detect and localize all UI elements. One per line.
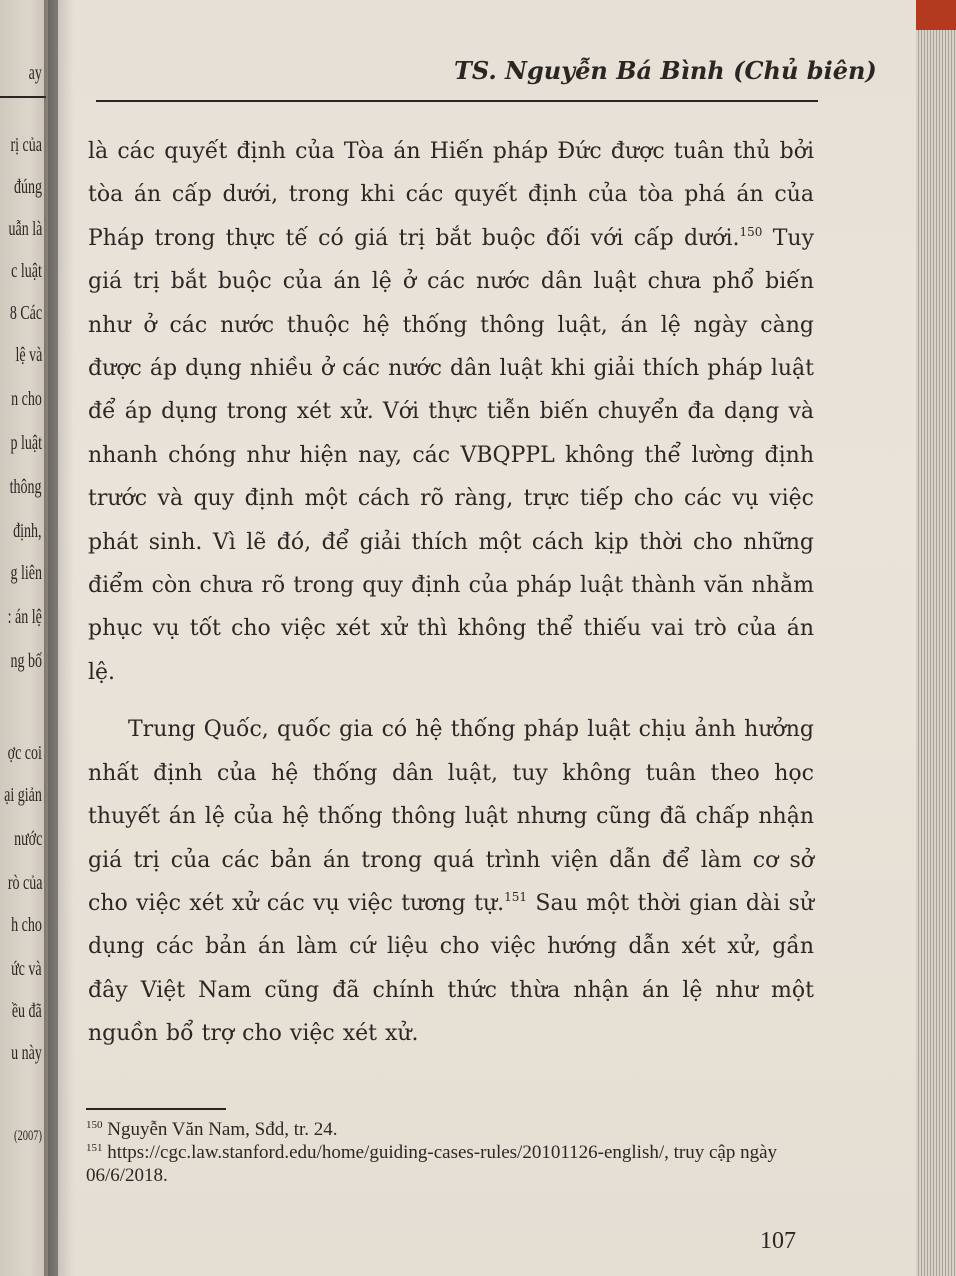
body-text [88,130,814,1056]
left-fragment: ều đã [12,1000,42,1022]
paragraph [88,130,814,694]
left-fragment: ợc coi [7,742,42,764]
paragraph-text: Tuy giá trị bắt buộc của án lệ ở các nước dân luật chưa phổ biến như ở các nước thuộc hệ thống thông luật, án lệ ngày càng được áp dụng nhiều ở các nước dân luật khi giải thích pháp luật để áp dụng trong xét xử. Với thực tiễn biến chuyển đa dạng và nhanh chóng như hiện nay, các VBQPPL không thể lường định trước và quy định một cách rõ ràng, trực tiếp cho các vụ việc phát sinh. Vì lẽ đó, để giải thích một cách kịp thời cho những điểm còn chưa rõ trong quy định của pháp luật thành văn nhằm phục vụ tốt cho việc xét xử thì không thể thiếu vai trò của án lệ. [88,225,814,685]
left-fragment: (2007) [14,1128,42,1144]
left-fragment: lệ và [15,344,42,366]
left-fragment: g liên [10,562,42,584]
left-fragment: ng bố [10,650,42,672]
page-edges [916,0,956,1276]
page-number: 107 [760,1228,796,1254]
footnote-number: 150 [86,1119,103,1131]
left-fragment: định, [13,520,42,542]
paragraph-text: Trung Quốc, quốc gia có hệ thống pháp luật chịu ảnh hưởng nhất định của hệ thống dân luật, tuy không tuân theo học thuyết án lệ của hệ thống thông luật nhưng cũng đã chấp nhận giá trị của các bản án trong quá trình viện dẫn để làm cơ sở cho việc xét xử các vụ việc tương tự. [88,717,814,916]
left-fragment: p luật [10,432,42,454]
footnote-number: 151 [86,1142,103,1154]
footnote [86,1141,806,1187]
left-page-edge [0,0,48,1276]
left-fragment: n cho [11,388,42,410]
paragraph-text: Sau một thời gian dài sử dụng các bản án làm cứ liệu cho việc hướng dẫn xét xử, gần đây Việt Nam cũng đã chính thức thừa nhận án lệ như một nguồn bổ trợ cho việc xét xử. [88,890,814,1047]
footnote-text: Nguyễn Văn Nam, Sđd, tr. 24. [102,1119,338,1140]
left-header-rule [0,96,46,98]
running-head: TS. Nguyễn Bá Bình (Chủ biên) [454,56,877,85]
left-fragment: ại giản [4,784,42,806]
footnote-rule [86,1108,226,1110]
left-fragment: ay [28,62,42,84]
footnote-ref: 150 [739,224,763,239]
book-cover-corner [916,0,956,30]
left-fragment: uẫn là [8,218,42,240]
left-fragment: nước [13,828,42,850]
left-fragment: đúng [14,176,42,198]
paragraph-text: là các quyết định của Tòa án Hiến pháp Đức được tuân thủ bởi tòa án cấp dưới, trong khi các quyết định của tòa phá án của Pháp trong thực tế có giá trị bắt buộc đối với cấp dưới. [88,139,814,251]
footnote-text: https://cgc.law.stanford.edu/home/guiding-cases-rules/20101126-english/, truy cập ngày 06/6/2018. [86,1142,778,1186]
header-rule [96,100,818,102]
left-fragment: h cho [11,914,42,936]
left-fragment: thông [10,476,42,498]
footnote-ref: 151 [504,889,528,904]
gutter-shadow [44,0,74,1276]
left-fragment: u này [11,1042,42,1064]
left-fragment: rò của [7,872,42,894]
footnote [86,1118,806,1141]
left-fragment: c luật [11,260,42,282]
left-fragment: 8 Các [9,302,42,324]
paragraph [88,708,814,1055]
left-fragment: ức và [11,958,42,980]
footnotes [86,1118,806,1187]
left-fragment: : án lệ [7,606,42,628]
left-fragment: rị của [10,134,42,156]
